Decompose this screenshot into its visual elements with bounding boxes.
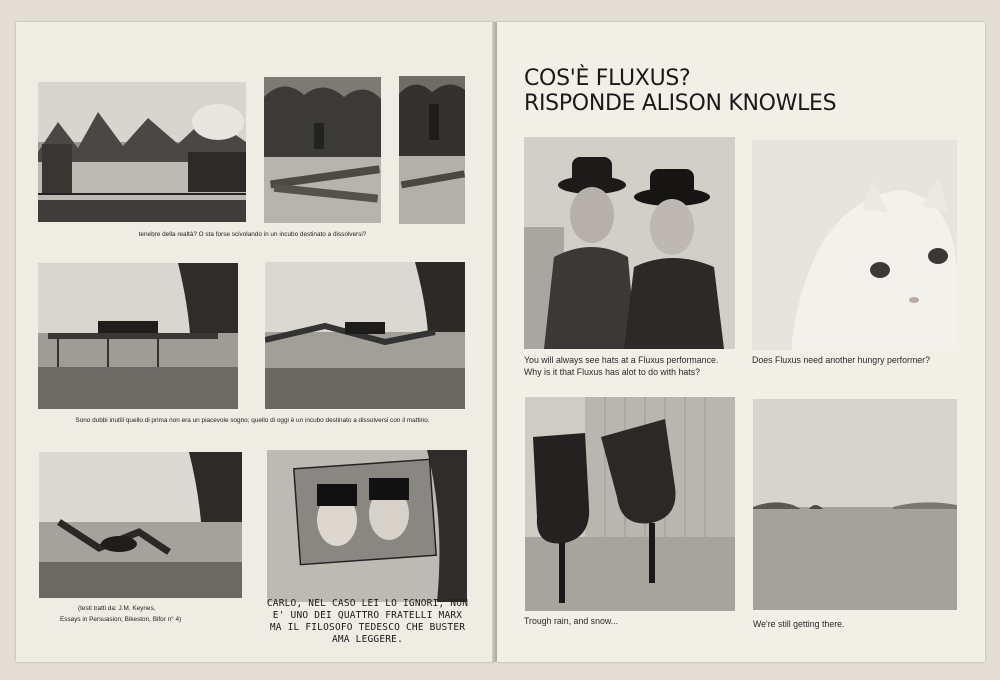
handwritten-line: MA IL FILOSOFO TEDESCO CHE BUSTER xyxy=(269,622,466,633)
handwritten-line: E' UNO DEI QUATTRO FRATELLI MARX xyxy=(272,610,463,621)
caption-boots: Trough rain, and snow... xyxy=(524,616,619,626)
photo-hats-women xyxy=(524,137,735,349)
photo-log-jump-1 xyxy=(264,77,381,223)
caption-row1: tenebre della realtà? O sta forse scivolando in un incubo destinato a dissolversi? xyxy=(138,231,367,238)
photo-marx-brothers xyxy=(267,450,467,602)
title-line1: COS'È FLUXUS? xyxy=(524,66,691,91)
handwritten-note xyxy=(255,598,480,646)
handwritten-line: CARLO, NEL CASO LEI LO IGNORI, NON xyxy=(266,598,469,609)
handwritten-line: AMA LEGGERE. xyxy=(331,634,404,645)
source-line1: (testi tratti da: J.M. Keynes, xyxy=(78,605,156,612)
photo-train-smoke xyxy=(38,82,246,222)
source-line2: Essays in Persuasion; Bikeston, Bifor n° 4) xyxy=(60,616,182,623)
caption-sea: We're still getting there. xyxy=(753,619,845,629)
photo-bridge-train-2 xyxy=(265,262,465,409)
photo-log-jump-2 xyxy=(399,76,465,224)
caption-hats-1: You will always see hats at a Fluxus performance. xyxy=(524,355,719,365)
photo-bridge-train-1 xyxy=(38,263,238,409)
caption-row2: Sono dubbi inutili quello di prima non era un piacevole sogno; quello di oggi è un incubo destinato a dissolversi con il mattino. xyxy=(75,417,430,424)
caption-hats-2: Why is it that Fluxus has alot to do with hats? xyxy=(524,367,701,377)
page-title xyxy=(524,66,836,116)
photo-boots xyxy=(525,397,735,611)
caption-cat: Does Fluxus need another hungry performer? xyxy=(752,355,930,365)
title-line2: RISPONDE ALISON KNOWLES xyxy=(524,91,837,116)
photo-white-cat xyxy=(752,140,957,350)
photo-bridge-collapse xyxy=(39,452,242,598)
photo-sea xyxy=(753,399,957,610)
